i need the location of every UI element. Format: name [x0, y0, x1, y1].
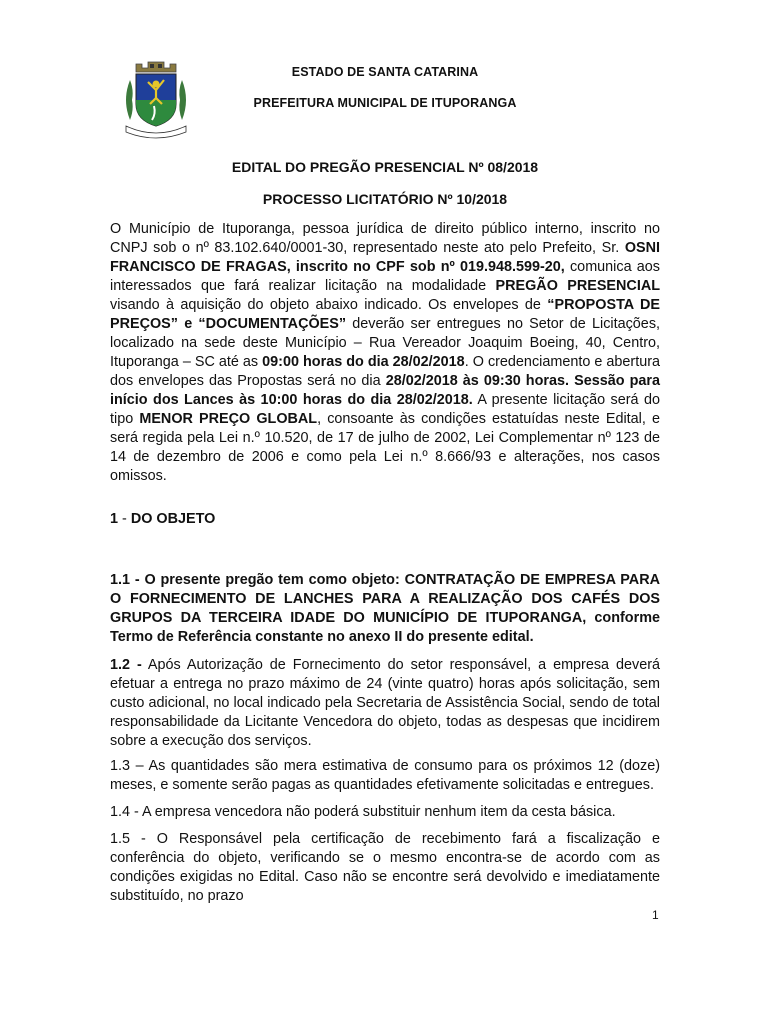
- clause-1-5: 1.5 - O Responsável pela certificação de recebimento fará a fiscalização e conferência do objeto, verificando se o mesmo encontra-se de acordo com as condições exigidas no Edital. Caso não se encontre será devolvido e imediatamente substituído, no prazo: [110, 831, 660, 904]
- coat-of-arms-icon: [120, 60, 192, 140]
- clause-1-1: 1.1 - O presente pregão tem como objeto: CONTRATAÇÃO DE EMPRESA PARA O FORNECIMENTO DE LANCHES PARA A REALIZAÇÃO DOS CAFÉS DOS GRUPOS DA TERCEIRA IDADE DO MUNICÍPIO DE ITUPORANGA, conforme Termo de Referência constante no anexo II do presente edital.: [110, 572, 660, 645]
- clause-1-3: 1.3 – As quantidades são mera estimativa de consumo para os próximos 12 (doze) meses, e somente serão pagas as quantidades efetivamente solicitadas e entregues.: [110, 758, 660, 793]
- intro-paragraph: O Município de Ituporanga, pessoa jurídica de direito público interno, inscrito no CNPJ sob o nº 83.102.640/0001-30, representado neste ato pelo Prefeito, Sr. OSNI FRANCISCO DE FRAGAS, inscrito no CPF sob nº 019.948.599-20, comunica aos interessados que fará realizar licitação na modalidade PREGÃO PRESENCIAL visando à aquisição do objeto abaixo indicado. Os envelopes de “PROPOSTA DE PREÇOS” e “DOCUMENTAÇÕES” deverão ser entregues no Setor de Licitações, localizado na sede deste Município – Rua Vereador Joaquim Boeing, 40, Centro, Ituporanga – SC até as 09:00 horas do dia 28/02/2018. O credenciamento e abertura dos envelopes das Propostas será no dia 28/02/2018 às 09:30 horas. Sessão para início dos Lances às 10:00 horas do dia 28/02/2018. A presente licitação será do tipo MENOR PREÇO GLOBAL, consoante às condições estatuídas neste Edital, e será regida pela Lei n.º 10.520, de 17 de julho de 2002, Lei Complementar nº 123 de 14 de dezembro de 2006 e como pela Lei n.º 8.666/93 e alterações, nos casos omissos.: [110, 221, 661, 484]
- page-number: 1: [652, 908, 659, 922]
- state-heading: ESTADO DE SANTA CATARINA: [291, 65, 479, 79]
- section-heading: 1 - DO OBJETO: [110, 511, 216, 527]
- clause-1-4: 1.4 - A empresa vencedora não poderá substituir nenhum item da cesta básica.: [110, 804, 616, 820]
- edital-title: EDITAL DO PREGÃO PRESENCIAL Nº 08/2018: [231, 159, 539, 175]
- clause-1-2: 1.2 - Após Autorização de Fornecimento do setor responsável, a empresa deverá efetuar a entrega no prazo máximo de 24 (vinte quatro) horas após solicitação, sem custo adicional, no local indicado pela Secretaria de Assistência Social, sendo de total responsabilidade da Licitante Vencedora do objeto, todas as despesas que incidirem sobre a execução dos serviços.: [110, 657, 660, 749]
- municipality-heading: PREFEITURA MUNICIPAL DE ITUPORANGA: [253, 96, 517, 110]
- processo-title: PROCESSO LICITATÓRIO Nº 10/2018: [262, 191, 508, 207]
